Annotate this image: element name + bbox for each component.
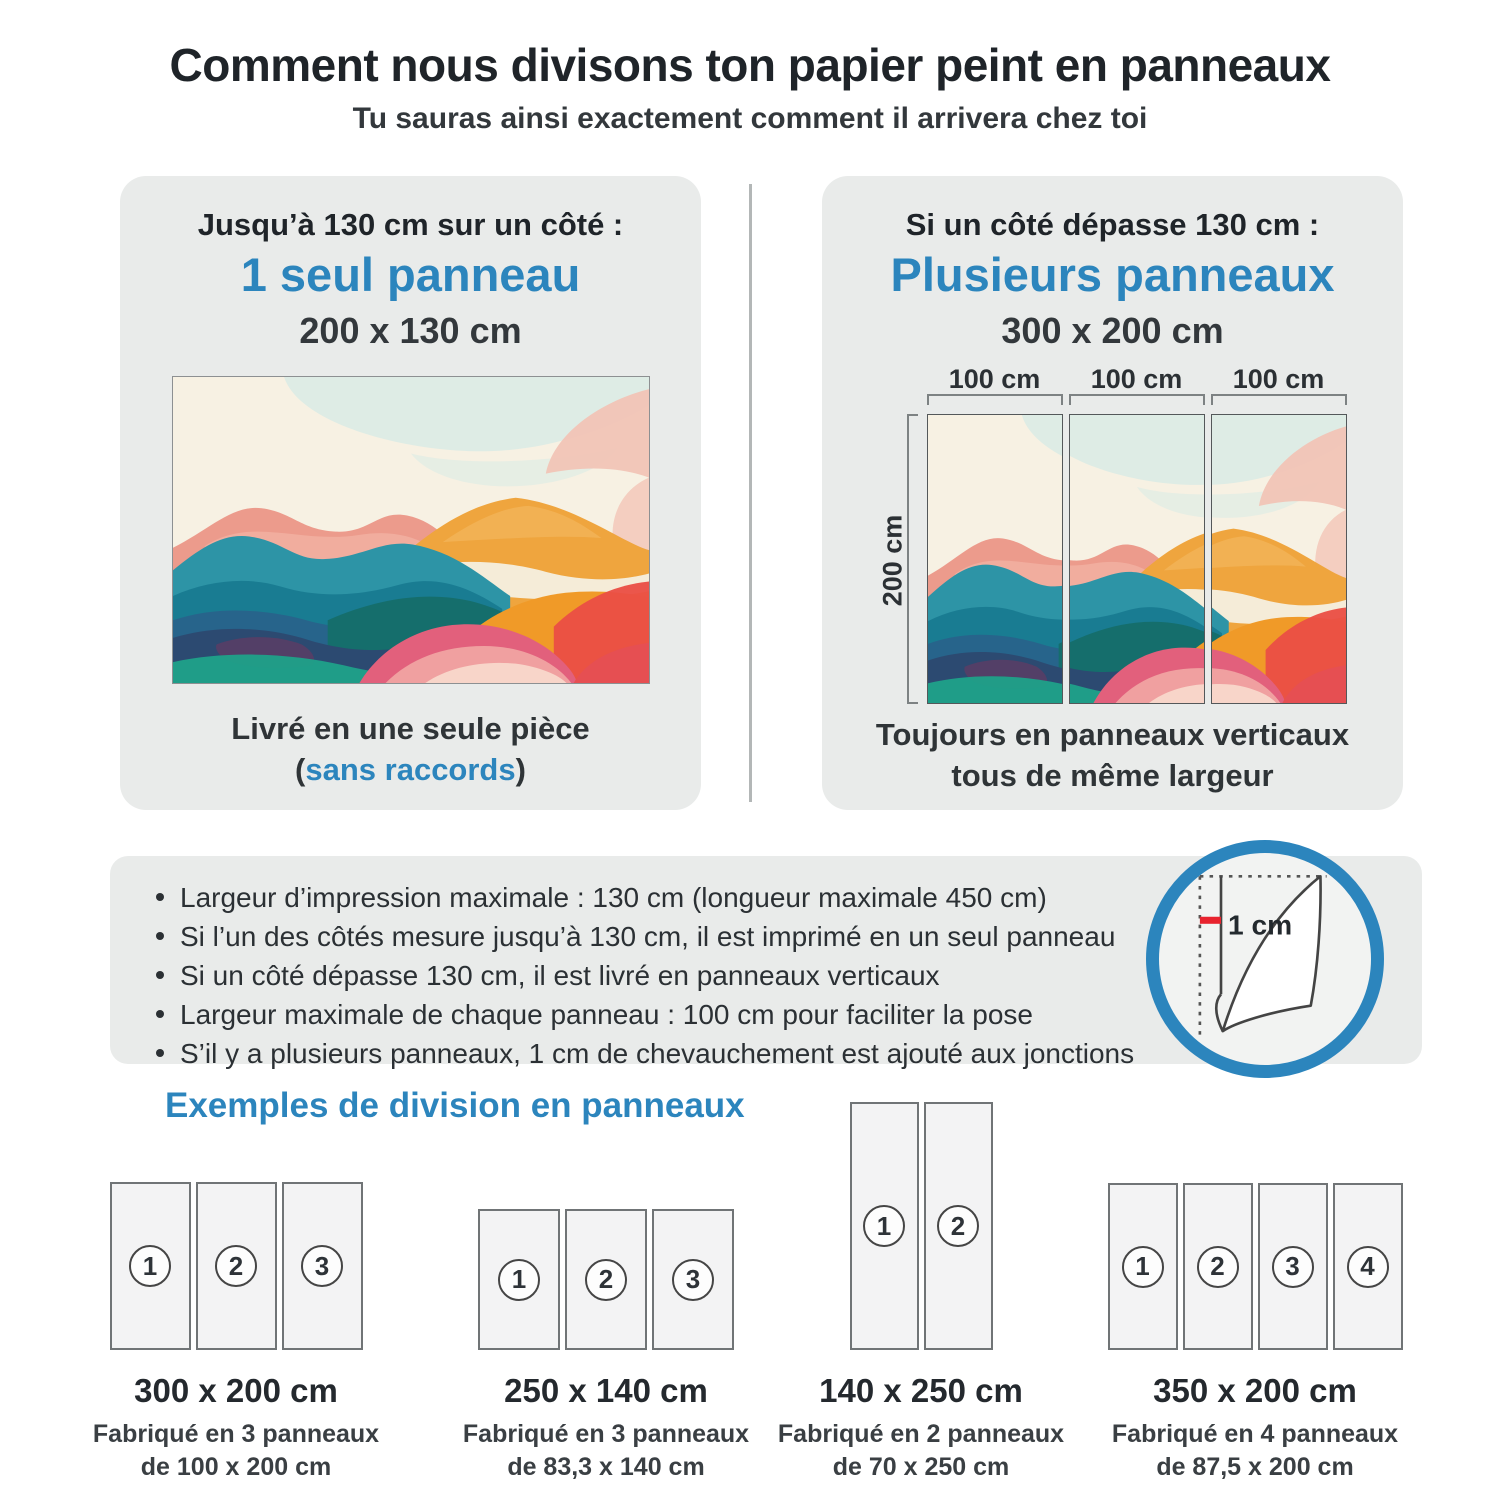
overlap-label: 1 cm [1228, 909, 1293, 941]
panel-number-badge: 3 [1272, 1246, 1314, 1288]
single-panel-condition: Jusqu’à 130 cm sur un côté : [197, 207, 624, 242]
example-panel [110, 1182, 191, 1350]
width-bracket [927, 394, 1063, 405]
watercolor-slice-1 [928, 415, 1062, 703]
example-description [1105, 1418, 1405, 1484]
wallpaper-preview-image [172, 376, 650, 684]
wallpaper-panel-slice-2 [1069, 414, 1205, 704]
example-made-line2: de 87,5 x 200 cm [1156, 1453, 1354, 1481]
example-description [86, 1418, 386, 1484]
example-panel [282, 1182, 363, 1350]
multi-panel-caption [822, 714, 1403, 796]
example-panel [1333, 1183, 1403, 1350]
caption-paren-close: ) [515, 752, 526, 787]
example-panel [1183, 1183, 1253, 1350]
example-300x200 [86, 1100, 386, 1484]
example-made-line1: Fabriqué en 3 panneaux [92, 1420, 380, 1448]
single-panel-caption [120, 708, 701, 790]
wallpaper-panel-slice-3 [1211, 414, 1347, 704]
example-panel [850, 1102, 919, 1350]
bullet-dot [156, 1010, 164, 1018]
page-title: Comment nous divisons ton papier peint en panneaux [169, 39, 1331, 91]
example-panels [1105, 1100, 1405, 1350]
example-dimensions: 140 x 250 cm [819, 1372, 1023, 1409]
caption-line-2: tous de même largeur [951, 758, 1274, 793]
example-panel [565, 1209, 647, 1350]
example-made-line1: Fabriqué en 4 panneaux [1111, 1420, 1399, 1448]
rule-item [156, 1038, 1196, 1069]
rule-text: Largeur maximale de chaque panneau : 100 cm pour faciliter la pose [180, 999, 1033, 1030]
overlap-icon [1146, 840, 1384, 1078]
example-140x250 [771, 1100, 1071, 1484]
example-panel [196, 1182, 277, 1350]
caption-highlight: sans raccords [305, 752, 516, 787]
example-dimensions: 300 x 200 cm [134, 1372, 338, 1409]
panel-width-label: 100 cm [1090, 364, 1183, 394]
panel-height-label: 200 cm [877, 514, 907, 607]
caption-line-1: Toujours en panneaux verticaux [875, 717, 1350, 752]
page-peel-icon [1177, 862, 1353, 1056]
bullet-dot [156, 893, 164, 901]
panel-number-badge: 1 [498, 1259, 540, 1301]
panel-number-badge: 2 [937, 1205, 979, 1247]
watercolor-slice-2 [1070, 415, 1204, 703]
example-dimensions: 250 x 140 cm [504, 1372, 708, 1409]
panel-number-badge: 4 [1347, 1246, 1389, 1288]
example-panel [924, 1102, 993, 1350]
multi-panel-dimensions: 300 x 200 cm [1001, 310, 1224, 351]
example-panel [478, 1209, 560, 1350]
example-made-line1: Fabriqué en 2 panneaux [777, 1420, 1065, 1448]
example-panel [1108, 1183, 1178, 1350]
panel-number-badge: 3 [672, 1259, 714, 1301]
panel-width-label: 100 cm [948, 364, 1041, 394]
example-panels [771, 1100, 1071, 1350]
watercolor-slice-3 [1212, 415, 1346, 703]
width-bracket [1069, 394, 1205, 405]
caption-line: Livré en une seule pièce [231, 711, 590, 746]
panel-split-diagram [873, 364, 1353, 706]
example-description [771, 1418, 1071, 1484]
rule-item [156, 999, 1196, 1030]
single-panel-card [120, 176, 701, 810]
rule-text: S’il y a plusieurs panneaux, 1 cm de chevauchement est ajouté aux jonctions [180, 1038, 1135, 1069]
example-made-line1: Fabriqué en 3 panneaux [462, 1420, 750, 1448]
multi-panel-card [822, 176, 1403, 810]
page-subtitle: Tu sauras ainsi exactement comment il arrivera chez toi [352, 102, 1148, 135]
rule-text: Si l’un des côtés mesure jusqu’à 130 cm, il est imprimé en un seul panneau [180, 921, 1116, 952]
rule-item [156, 921, 1196, 952]
card-divider [749, 184, 752, 802]
example-250x140 [456, 1100, 756, 1484]
panel-number-badge: 1 [129, 1245, 171, 1287]
wallpaper-panel-slice-1 [927, 414, 1063, 704]
rule-item [156, 960, 1196, 991]
example-350x200 [1105, 1100, 1405, 1484]
width-bracket [1211, 394, 1347, 405]
panel-number-badge: 2 [1197, 1246, 1239, 1288]
example-made-line2: de 83,3 x 140 cm [507, 1453, 705, 1481]
example-panel [652, 1209, 734, 1350]
caption-paren-open: ( [295, 752, 306, 787]
bullet-dot [156, 1049, 164, 1057]
multi-panel-headline: Plusieurs panneaux [890, 248, 1335, 301]
example-dimensions: 350 x 200 cm [1153, 1372, 1357, 1409]
examples-heading: Exemples de division en panneaux [165, 1086, 745, 1125]
single-panel-headline: 1 seul panneau [240, 248, 581, 301]
panel-number-badge: 2 [585, 1259, 627, 1301]
panel-number-badge: 1 [1122, 1246, 1164, 1288]
bullet-dot [156, 932, 164, 940]
panel-number-badge: 1 [863, 1205, 905, 1247]
single-panel-dimensions: 200 x 130 cm [299, 310, 522, 351]
rule-item [156, 882, 1196, 913]
example-panel [1258, 1183, 1328, 1350]
example-panels [86, 1100, 386, 1350]
rule-text: Largeur d’impression maximale : 130 cm (longueur maximale 450 cm) [180, 882, 1047, 913]
one-cm-mark [1200, 917, 1221, 924]
multi-panel-condition: Si un côté dépasse 130 cm : [905, 207, 1320, 242]
watercolor-image [173, 377, 649, 683]
rule-text: Si un côté dépasse 130 cm, il est livré en panneaux verticaux [180, 960, 940, 991]
height-bracket [907, 414, 918, 704]
example-made-line2: de 100 x 200 cm [140, 1453, 332, 1481]
example-description [456, 1418, 756, 1484]
panel-number-badge: 3 [301, 1245, 343, 1287]
panel-number-badge: 2 [215, 1245, 257, 1287]
example-panels [456, 1100, 756, 1350]
example-made-line2: de 70 x 250 cm [832, 1453, 1010, 1481]
bullet-dot [156, 971, 164, 979]
panel-width-label: 100 cm [1232, 364, 1325, 394]
